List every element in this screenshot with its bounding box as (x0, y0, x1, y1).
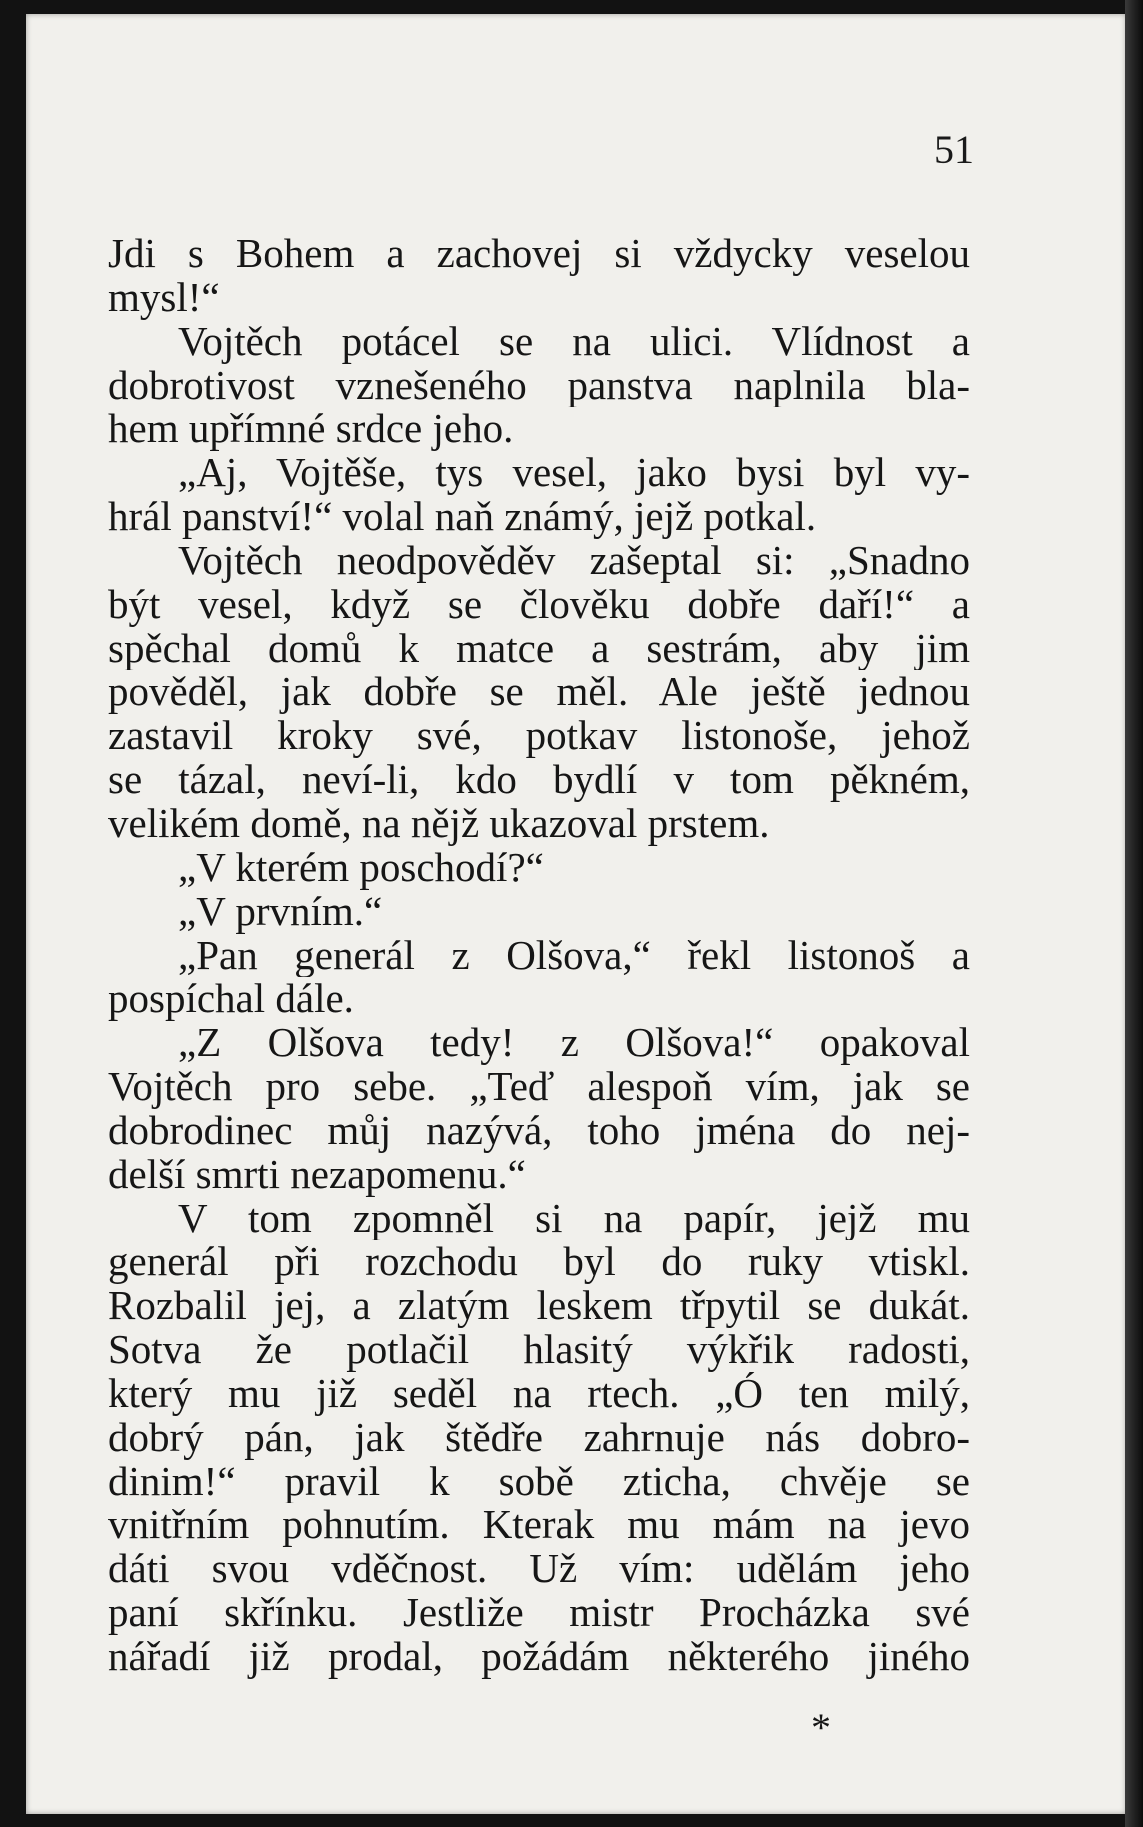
text-line: „Aj, Vojtěše, tys vesel, jako bysi byl vy- (178, 451, 970, 496)
text-line: spěchal domů k matce a sestrám, aby jim (108, 626, 970, 671)
text-line: který mu již seděl na rtech. „Ó ten milý, (108, 1371, 970, 1416)
text-line: se tázal, neví-li, kdo bydlí v tom pěkném, (108, 758, 970, 802)
text-line: být vesel, když se člověku dobře daří!“ a (108, 582, 970, 627)
text-line: dáti svou vděčnost. Už vím: udělám jeho (108, 1547, 970, 1592)
text-line: dobrý pán, jak štědře zahrnuje nás dobro- (108, 1415, 970, 1460)
text-line: Vojtěch pro sebe. „Teď alespoň vím, jak se (108, 1065, 970, 1109)
text-line: dinim!“ pravil k sobě zticha, chvěje se (108, 1459, 970, 1504)
text-line: „V prvním.“ (178, 889, 383, 934)
text-line: Vojtěch neodpověděv zašeptal si: „Snadno (178, 538, 970, 583)
book-page (26, 14, 1126, 1814)
text-line: mysl!“ (108, 275, 220, 320)
text-line: hrál panství!“ volal naň známý, jejž potkal. (108, 495, 817, 539)
text-line: Sotva že potlačil hlasitý výkřik radosti, (108, 1328, 970, 1372)
text-line: „V kterém poschodí?“ (178, 845, 544, 890)
text-line: Vojtěch potácel se na ulici. Vlídnost a (178, 319, 970, 364)
body-text (108, 232, 970, 1679)
text-line: dobrotivost vznešeného panstva naplnila bla- (108, 363, 970, 408)
text-line: pospíchal dále. (108, 977, 354, 1022)
text-line: nářadí již prodal, požádám některého jiného (108, 1635, 970, 1679)
page-edge-shadow (1125, 0, 1143, 1827)
text-line: zastavil kroky své, potkav listonoše, jehož (108, 714, 970, 759)
text-line: paní skřínku. Jestliže mistr Procházka své (108, 1591, 970, 1635)
text-line: dobrodinec můj nazývá, toho jména do nej- (108, 1108, 970, 1153)
text-line: vnitřním pohnutím. Kterak mu mám na jevo (108, 1503, 970, 1548)
text-line: generál při rozchodu byl do ruky vtiskl. (108, 1240, 970, 1285)
signature-mark: * (811, 1705, 831, 1750)
text-line: Jdi s Bohem a zachovej si vždycky veselou (108, 232, 970, 276)
text-line: „Pan generál z Olšova,“ řekl listonoš a (178, 933, 970, 978)
page-number: 51 (934, 127, 974, 172)
text-line: „Z Olšova tedy! z Olšova!“ opakoval (178, 1021, 970, 1066)
text-line: pověděl, jak dobře se měl. Ale ještě jednou (108, 670, 970, 715)
text-line: delší smrti nezapomenu.“ (108, 1152, 526, 1197)
text-line: Rozbalil jej, a zlatým leskem třpytil se dukát. (108, 1284, 970, 1329)
text-line: velikém domě, na nějž ukazoval prstem. (108, 801, 770, 846)
text-line: V tom zpomněl si na papír, jejž mu (178, 1196, 970, 1241)
text-line: hem upřímné srdce jeho. (108, 407, 514, 452)
